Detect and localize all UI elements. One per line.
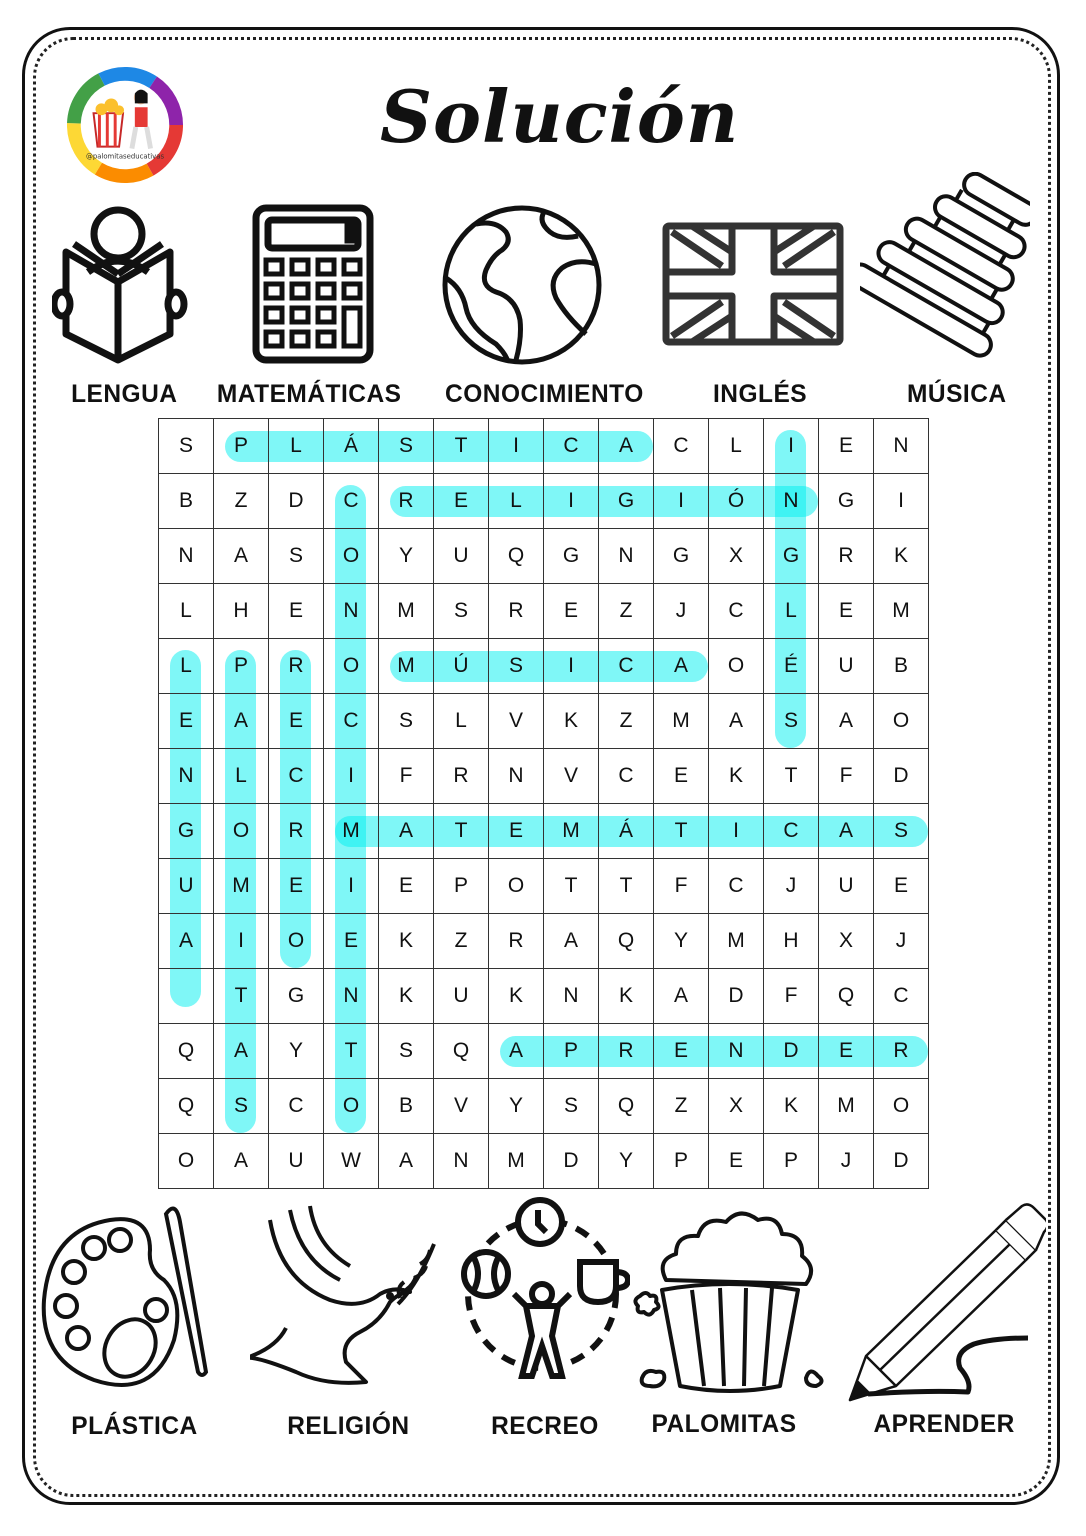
grid-cell: G (269, 969, 324, 1024)
grid-cell: C (599, 749, 654, 804)
grid-cell: G (544, 529, 599, 584)
grid-cell: K (489, 969, 544, 1024)
grid-cell: D (874, 749, 929, 804)
grid-cell: A (599, 419, 654, 474)
grid-cell: F (764, 969, 819, 1024)
grid-cell: U (434, 969, 489, 1024)
grid-cell: N (324, 969, 379, 1024)
category-label-plastica: PLÁSTICA (71, 1412, 198, 1440)
grid-cell: K (544, 694, 599, 749)
grid-cell: R (489, 914, 544, 969)
grid-cell: D (544, 1134, 599, 1189)
grid-cell: N (324, 584, 379, 639)
grid-cell: E (159, 694, 214, 749)
grid-cell: O (874, 1079, 929, 1134)
grid-cell: Y (654, 914, 709, 969)
grid-cell: M (819, 1079, 874, 1134)
grid-cell: L (764, 584, 819, 639)
grid-cell: Á (324, 419, 379, 474)
grid-cell: A (379, 804, 434, 859)
grid-cell: E (654, 749, 709, 804)
grid-cell: L (214, 749, 269, 804)
grid-cell: B (379, 1079, 434, 1134)
grid-cell: C (874, 969, 929, 1024)
grid-cell: S (874, 804, 929, 859)
grid-cell: E (434, 474, 489, 529)
grid-cell: T (324, 1024, 379, 1079)
reading-person-icon (52, 204, 190, 364)
grid-cell: F (819, 749, 874, 804)
grid-cell: S (544, 1079, 599, 1134)
grid-cell: L (434, 694, 489, 749)
grid-cell: M (709, 914, 764, 969)
grid-cell: L (709, 419, 764, 474)
grid-cell: T (654, 804, 709, 859)
grid-cell: O (269, 914, 324, 969)
grid-cell: C (269, 1079, 324, 1134)
grid-cell: U (269, 1134, 324, 1189)
grid-cell: C (599, 639, 654, 694)
grid-cell: G (159, 804, 214, 859)
grid-cell: M (489, 1134, 544, 1189)
grid-cell: P (214, 639, 269, 694)
category-label-ingles: INGLÉS (712, 380, 808, 408)
grid-cell: N (709, 1024, 764, 1079)
category-label-religion: RELIGIÓN (287, 1412, 410, 1440)
grid-cell: C (654, 419, 709, 474)
grid-cell: M (379, 584, 434, 639)
grid-cell: Z (214, 474, 269, 529)
grid-cell: E (379, 859, 434, 914)
grid-cell: R (819, 529, 874, 584)
grid-cell: Q (159, 1024, 214, 1079)
grid-cell: T (434, 419, 489, 474)
grid-cell: I (544, 474, 599, 529)
grid-cell: E (489, 804, 544, 859)
pencil-icon (846, 1200, 1046, 1406)
grid-cell: M (214, 859, 269, 914)
grid-cell: N (874, 419, 929, 474)
popcorn-icon (630, 1210, 830, 1396)
grid-cell: G (654, 529, 709, 584)
grid-cell: O (159, 1134, 214, 1189)
category-label-recreo: RECREO (491, 1412, 599, 1440)
grid-cell: C (764, 804, 819, 859)
grid-cell: O (709, 639, 764, 694)
grid-cell: D (764, 1024, 819, 1079)
grid-cell: S (764, 694, 819, 749)
grid-cell: P (654, 1134, 709, 1189)
grid-cell: V (489, 694, 544, 749)
grid-cell: Q (599, 914, 654, 969)
grid-cell: M (874, 584, 929, 639)
category-label-matematicas: MATEMÁTICAS (216, 380, 402, 408)
grid-cell: I (709, 804, 764, 859)
grid-cell: N (489, 749, 544, 804)
grid-cell: L (489, 474, 544, 529)
grid-cell: J (819, 1134, 874, 1189)
grid-cell: S (379, 694, 434, 749)
grid-cell: I (324, 859, 379, 914)
grid-cell: X (819, 914, 874, 969)
category-label-conocimiento: CONOCIMIENTO (445, 380, 644, 408)
grid-cell: E (819, 584, 874, 639)
grid-cell: R (599, 1024, 654, 1079)
grid-cell: H (214, 584, 269, 639)
grid-cell: R (269, 804, 324, 859)
grid-cell: Ú (434, 639, 489, 694)
grid-cell: O (324, 1079, 379, 1134)
grid-cell: S (489, 639, 544, 694)
grid-cell: R (874, 1024, 929, 1079)
grid-cell: R (434, 749, 489, 804)
grid-cell: T (214, 969, 269, 1024)
grid-cell: G (764, 529, 819, 584)
word-search-grid (158, 418, 928, 1188)
grid-cell: A (159, 914, 214, 969)
svg-text:@palomitaseducativas: @palomitaseducativas (85, 152, 165, 161)
grid-cell: K (379, 914, 434, 969)
grid-cell: I (544, 639, 599, 694)
grid-cell: Ó (709, 474, 764, 529)
grid-cell: E (819, 1024, 874, 1079)
grid-cell: E (269, 859, 324, 914)
grid-cell: A (214, 694, 269, 749)
grid-cell: U (159, 859, 214, 914)
grid-cell: C (324, 474, 379, 529)
grid-cell: J (874, 914, 929, 969)
grid-cell: O (874, 694, 929, 749)
grid-cell: N (764, 474, 819, 529)
grid-cell: E (269, 584, 324, 639)
grid-cell: K (764, 1079, 819, 1134)
grid-cell: É (764, 639, 819, 694)
grid-cell: S (159, 419, 214, 474)
grid-cell: A (544, 914, 599, 969)
grid-cell: R (379, 474, 434, 529)
brand-logo-icon (66, 66, 184, 184)
grid-cell: C (324, 694, 379, 749)
grid-cell: T (599, 859, 654, 914)
category-label-musica: MÚSICA (907, 380, 1007, 408)
recess-icon (460, 1196, 630, 1392)
grid-cell: F (379, 749, 434, 804)
grid-cell: S (379, 419, 434, 474)
grid-cell: T (764, 749, 819, 804)
letter-grid (158, 418, 929, 1189)
grid-cell: L (159, 639, 214, 694)
calculator-icon (252, 204, 374, 364)
grid-cell: Z (434, 914, 489, 969)
grid-cell: P (544, 1024, 599, 1079)
grid-cell: C (709, 859, 764, 914)
grid-cell: C (709, 584, 764, 639)
grid-cell: Y (379, 529, 434, 584)
grid-cell: U (819, 639, 874, 694)
grid-cell: A (819, 694, 874, 749)
grid-cell: A (214, 1024, 269, 1079)
grid-cell: W (324, 1134, 379, 1189)
grid-cell: Q (434, 1024, 489, 1079)
grid-cell: J (764, 859, 819, 914)
grid-cell: C (544, 419, 599, 474)
grid-cell: J (654, 584, 709, 639)
grid-cell: M (379, 639, 434, 694)
category-label-aprender: APRENDER (873, 1410, 1015, 1438)
grid-cell: A (214, 529, 269, 584)
xylophone-icon (860, 172, 1030, 366)
grid-cell: Z (599, 584, 654, 639)
grid-cell: T (434, 804, 489, 859)
grid-cell: Q (819, 969, 874, 1024)
grid-cell: A (654, 639, 709, 694)
grid-cell: S (214, 1079, 269, 1134)
grid-cell: E (544, 584, 599, 639)
grid-cell (159, 969, 214, 1024)
grid-cell: A (654, 969, 709, 1024)
grid-cell: R (489, 584, 544, 639)
grid-cell: K (709, 749, 764, 804)
grid-cell: A (214, 1134, 269, 1189)
grid-cell: V (434, 1079, 489, 1134)
grid-cell: G (819, 474, 874, 529)
grid-cell: P (764, 1134, 819, 1189)
grid-cell: V (544, 749, 599, 804)
grid-cell: N (159, 749, 214, 804)
grid-cell: X (709, 529, 764, 584)
grid-cell: M (544, 804, 599, 859)
globe-icon (440, 204, 604, 366)
uk-flag-icon (662, 222, 844, 346)
grid-cell: L (269, 419, 324, 474)
grid-cell: Y (489, 1079, 544, 1134)
grid-cell: E (324, 914, 379, 969)
grid-cell: D (269, 474, 324, 529)
grid-cell: P (434, 859, 489, 914)
grid-cell: G (599, 474, 654, 529)
grid-cell: Á (599, 804, 654, 859)
grid-cell: Z (599, 694, 654, 749)
grid-cell: I (214, 914, 269, 969)
grid-cell: O (324, 639, 379, 694)
grid-cell: X (709, 1079, 764, 1134)
paint-palette-icon (40, 1200, 216, 1390)
grid-cell: R (269, 639, 324, 694)
grid-cell: I (489, 419, 544, 474)
grid-cell: M (654, 694, 709, 749)
grid-cell: Q (489, 529, 544, 584)
grid-cell: K (874, 529, 929, 584)
category-label-lengua: LENGUA (71, 380, 178, 408)
grid-cell: I (764, 419, 819, 474)
grid-cell: S (434, 584, 489, 639)
grid-cell: M (324, 804, 379, 859)
grid-cell: E (819, 419, 874, 474)
grid-cell: S (379, 1024, 434, 1079)
grid-cell: D (709, 969, 764, 1024)
grid-cell: A (379, 1134, 434, 1189)
grid-cell: S (269, 529, 324, 584)
grid-cell: A (819, 804, 874, 859)
grid-cell: H (764, 914, 819, 969)
grid-cell: Z (654, 1079, 709, 1134)
grid-cell: N (599, 529, 654, 584)
grid-cell: B (159, 474, 214, 529)
grid-cell: O (214, 804, 269, 859)
grid-cell: F (654, 859, 709, 914)
page-title: Solución (380, 74, 740, 159)
grid-cell: U (434, 529, 489, 584)
grid-cell: U (819, 859, 874, 914)
grid-cell: E (269, 694, 324, 749)
grid-cell: T (544, 859, 599, 914)
grid-cell: I (874, 474, 929, 529)
grid-cell: Y (599, 1134, 654, 1189)
grid-cell: N (159, 529, 214, 584)
grid-cell: Q (599, 1079, 654, 1134)
grid-cell: O (489, 859, 544, 914)
grid-cell: N (544, 969, 599, 1024)
grid-cell: D (874, 1134, 929, 1189)
grid-cell: B (874, 639, 929, 694)
grid-cell: N (434, 1134, 489, 1189)
grid-cell: I (324, 749, 379, 804)
grid-cell: E (709, 1134, 764, 1189)
category-label-palomitas: PALOMITAS (651, 1410, 797, 1438)
grid-cell: A (489, 1024, 544, 1079)
dove-icon (250, 1200, 440, 1400)
grid-cell: I (654, 474, 709, 529)
grid-cell: E (874, 859, 929, 914)
grid-cell: K (379, 969, 434, 1024)
grid-cell: E (654, 1024, 709, 1079)
grid-cell: C (269, 749, 324, 804)
grid-cell: K (599, 969, 654, 1024)
grid-cell: Y (269, 1024, 324, 1079)
grid-cell: L (159, 584, 214, 639)
grid-cell: Q (159, 1079, 214, 1134)
grid-cell: P (214, 419, 269, 474)
grid-cell: O (324, 529, 379, 584)
grid-cell: A (709, 694, 764, 749)
